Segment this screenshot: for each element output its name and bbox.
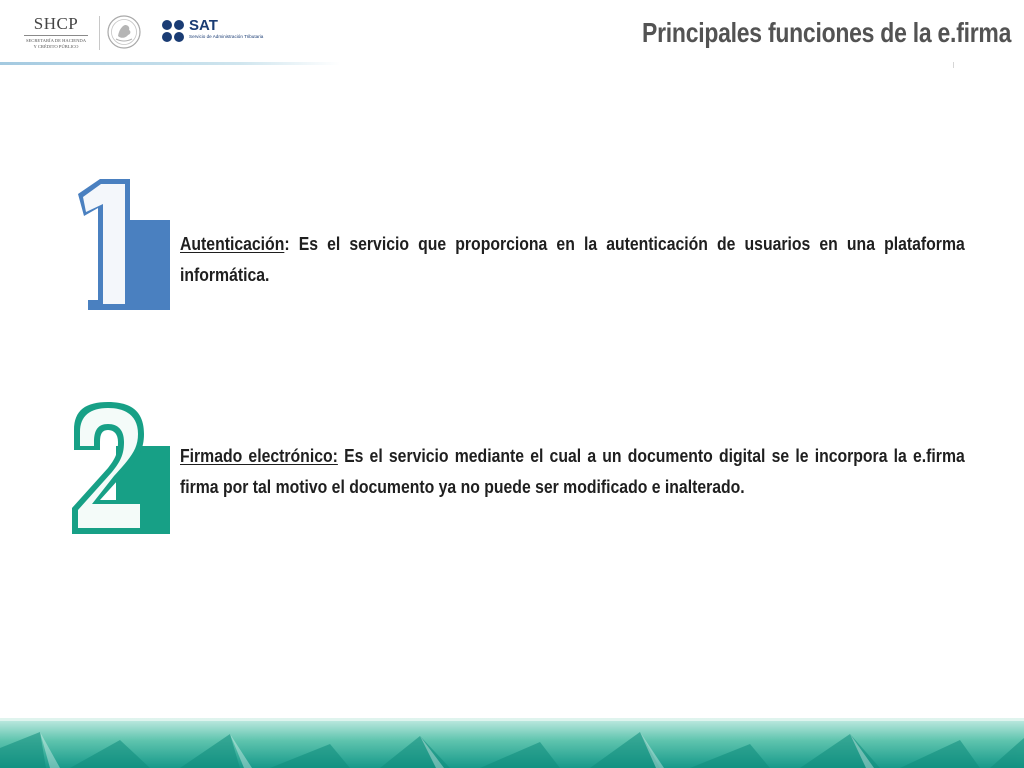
function-term-electronic-signing: Firmado electrónico: — [180, 445, 338, 466]
shcp-logo-subtitle — [20, 38, 92, 50]
slide-header — [0, 0, 1024, 70]
function-description-authentication: : Es el servicio que proporciona en la autenticación de usuarios en una plataforma informática. — [180, 233, 965, 285]
header-tick-mark — [953, 62, 954, 68]
shcp-logo-subtitle-line2: Y CRÉDITO PÚBLICO — [33, 44, 79, 49]
shcp-logo — [20, 14, 92, 54]
sat-logo-icon — [162, 20, 184, 42]
footer-decorative-band — [0, 718, 1024, 768]
page-title: Principales funciones de la e.firma — [641, 17, 1011, 48]
function-term-authentication: Autenticación — [180, 233, 285, 254]
shcp-logo-name: SHCP — [33, 14, 79, 33]
national-seal-icon — [106, 14, 142, 50]
sat-logo-subtitle: Servicio de Administración Tributaria — [189, 34, 264, 39]
function-item-electronic-signing-text — [180, 440, 965, 502]
function-item-electronic-signing — [0, 400, 1024, 540]
digit-two-icon — [66, 400, 174, 538]
sat-logo — [162, 17, 282, 44]
function-item-authentication — [0, 176, 1024, 316]
function-description-electronic-signing: Es el servicio mediante el cual a un documento digital se le incorpora la e.firma firma por tal motivo el documento ya no puede ser modificado e inalterado. — [180, 445, 965, 497]
digit-one-icon — [70, 176, 174, 312]
function-item-authentication-text — [180, 228, 965, 290]
sat-logo-name: SAT — [189, 17, 218, 34]
header-accent-rule — [0, 62, 340, 65]
shcp-logo-rule — [24, 35, 88, 36]
shcp-logo-subtitle-line1: SECRETARÍA DE HACIENDA — [25, 38, 87, 43]
header-divider — [99, 16, 100, 50]
